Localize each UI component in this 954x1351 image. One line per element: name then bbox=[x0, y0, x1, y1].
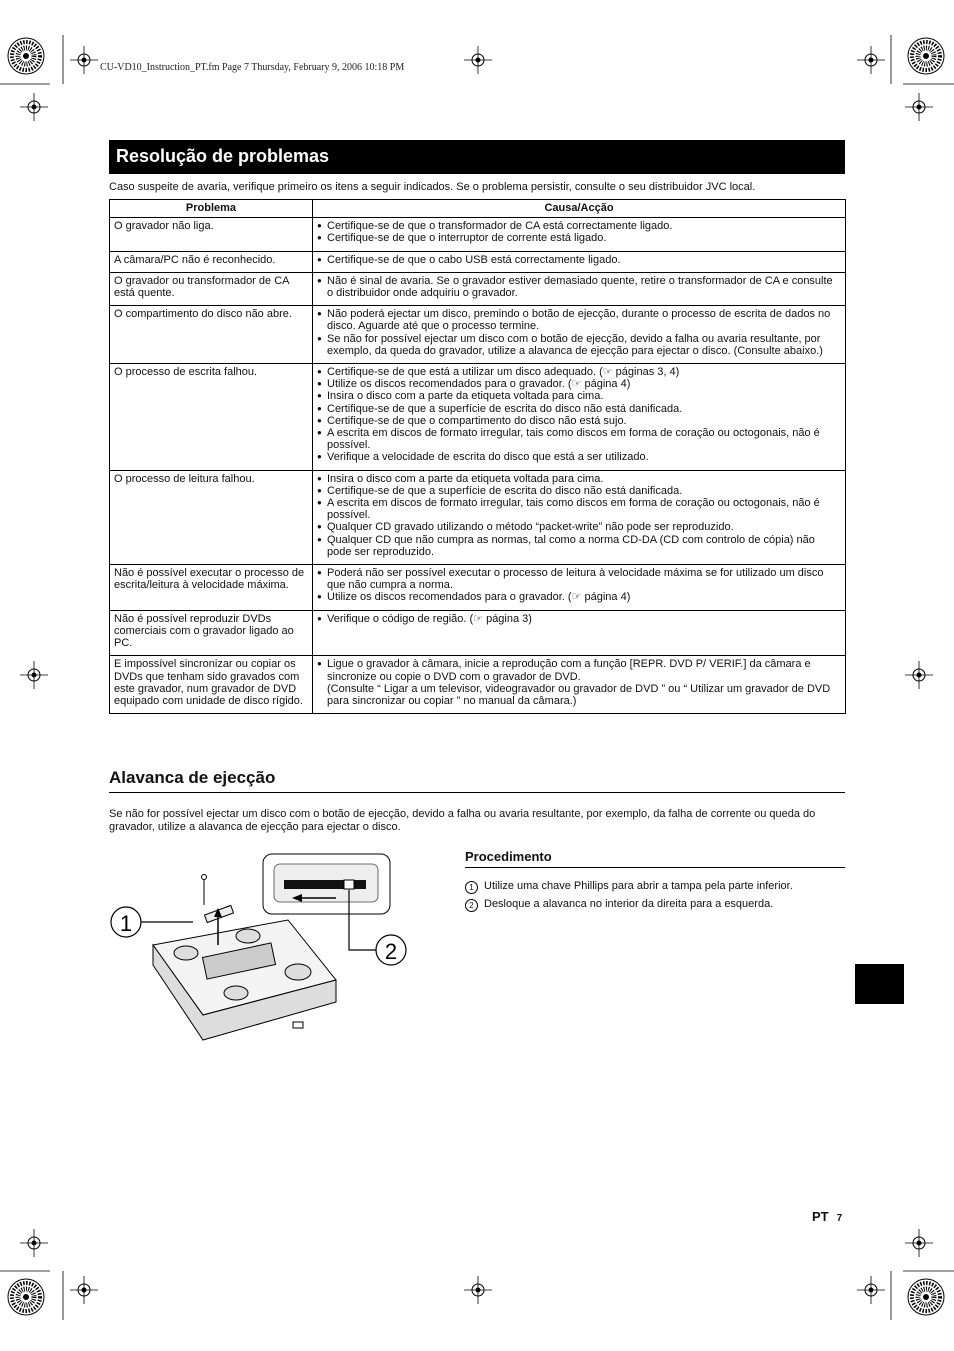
problem-cell: O gravador ou transformador de CA está quente. bbox=[110, 272, 313, 305]
step-number: 2 bbox=[465, 899, 478, 912]
cause-cell bbox=[313, 306, 846, 364]
cause-list bbox=[317, 366, 841, 464]
column-header-cause: Causa/Acção bbox=[313, 200, 846, 218]
column-header-problem: Problema bbox=[110, 200, 313, 218]
table-row bbox=[110, 610, 846, 656]
cause-item: ● Verifique a velocidade de escrita do disco que está a ser utilizado. bbox=[317, 451, 841, 463]
file-header: CU-VD10_Instruction_PT.fm Page 7 Thursday, February 9, 2006 10:18 PM bbox=[100, 62, 405, 73]
page-number bbox=[812, 1209, 842, 1224]
cause-item: ● Certifique-se de que está a utilizar um disco adequado. (☞ páginas 3, 4) bbox=[317, 366, 841, 378]
cause-item: ● Verifique o código de região. (☞ página 3) bbox=[317, 613, 841, 625]
procedure-step-2 bbox=[465, 898, 773, 912]
step-number: 1 bbox=[465, 881, 478, 894]
cause-item: ● A escrita em discos de formato irregular, tais como discos em forma de coração ou octogonais, não é possível. bbox=[317, 427, 841, 451]
section-side-tab bbox=[855, 964, 904, 1004]
cause-cell bbox=[313, 218, 846, 251]
cause-item: ● Não poderá ejectar um disco, premindo o botão de ejecção, durante o processo de escrita de dados no disco. Aguarde até que o processo termine. bbox=[317, 308, 841, 332]
cause-item: ● Se não for possível ejectar um disco com o botão de ejecção, devido a falha ou avaria resultante, por exemplo, da queda do gravador, utilize a alavanca de ejecção para ejectar o disco. (Consulte abaixo.) bbox=[317, 333, 841, 357]
table-row bbox=[110, 272, 846, 305]
problem-cell: Não é possível executar o processo de escrita/leitura à velocidade máxima. bbox=[110, 565, 313, 611]
problem-cell: O processo de leitura falhou. bbox=[110, 470, 313, 564]
problem-cell: O processo de escrita falhou. bbox=[110, 364, 313, 471]
cause-item: ● Certifique-se de que o cabo USB está correctamente ligado. bbox=[317, 254, 841, 266]
cause-item: ● Poderá não ser possível executar o processo de leitura à velocidade máxima se for utilizado um disco que não cumpra a norma. bbox=[317, 567, 841, 591]
cause-list bbox=[317, 658, 841, 707]
procedure-title: Procedimento bbox=[465, 849, 845, 868]
eject-lever-illustration bbox=[108, 850, 408, 1050]
cause-item: ● A escrita em discos de formato irregular, tais como discos em forma de coração ou octogonais, não é possível. bbox=[317, 497, 841, 521]
cause-cell bbox=[313, 470, 846, 564]
problem-cell: A câmara/PC não é reconhecido. bbox=[110, 251, 313, 272]
cause-cell bbox=[313, 610, 846, 656]
problem-cell: O gravador não liga. bbox=[110, 218, 313, 251]
cause-cell bbox=[313, 565, 846, 611]
step-text: Desloque a alavanca no interior da direita para a esquerda. bbox=[484, 898, 774, 910]
cause-cell bbox=[313, 272, 846, 305]
table-row bbox=[110, 470, 846, 564]
cause-item: ● Certifique-se de que a superfície de escrita do disco não está danificada. bbox=[317, 403, 841, 415]
cause-list bbox=[317, 473, 841, 558]
table-row bbox=[110, 364, 846, 471]
cause-item: ● Utilize os discos recomendados para o gravador. (☞ página 4) bbox=[317, 378, 841, 390]
callout-1-label: 1 bbox=[119, 911, 133, 936]
page-number-value: 7 bbox=[836, 1213, 843, 1224]
table-body bbox=[110, 218, 846, 714]
cause-list bbox=[317, 254, 841, 266]
problem-cell: O compartimento do disco não abre. bbox=[110, 306, 313, 364]
procedure-step-1 bbox=[465, 880, 793, 894]
language-code: PT bbox=[812, 1209, 829, 1224]
cause-item: ● Qualquer CD que não cumpra as normas, tal como a norma CD-DA (CD com controlo de cópia) não pode ser reproduzido. bbox=[317, 534, 841, 558]
table-row bbox=[110, 251, 846, 272]
callout-2-label: 2 bbox=[384, 939, 398, 964]
cause-item: ● Utilize os discos recomendados para o gravador. (☞ página 4) bbox=[317, 591, 841, 603]
subsection-title: Alavanca de ejecção bbox=[109, 768, 845, 793]
cause-item: ● Certifique-se de que o interruptor de corrente está ligado. bbox=[317, 232, 841, 244]
cause-list bbox=[317, 613, 841, 625]
table-row bbox=[110, 306, 846, 364]
troubleshooting-table bbox=[109, 199, 846, 714]
cause-item: ● Não é sinal de avaria. Se o gravador estiver demasiado quente, retire o transformador de CA e consulte o distribuidor onde adquiriu o gravador. bbox=[317, 275, 841, 299]
table-row bbox=[110, 565, 846, 611]
subsection-intro: Se não for possível ejectar um disco com o botão de ejecção, devido a falha ou avaria resultante, por exemplo, da falha de corrente ou queda do gravador, utilize a alavanca de ejecção para ejectar o disco. bbox=[109, 808, 816, 833]
cause-item: ● Certifique-se de que o transformador de CA está correctamente ligado. bbox=[317, 220, 841, 232]
cause-item: ● Certifique-se de que a superfície de escrita do disco não está danificada. bbox=[317, 485, 841, 497]
cause-list bbox=[317, 220, 841, 244]
cause-list bbox=[317, 275, 841, 299]
section-title: Resolução de problemas bbox=[109, 140, 845, 174]
cause-item: ● Certifique-se de que o compartimento do disco não está sujo. bbox=[317, 415, 841, 427]
step-text: Utilize uma chave Phillips para abrir a tampa pela parte inferior. bbox=[484, 880, 793, 892]
cause-list bbox=[317, 308, 841, 357]
cause-item: ● Qualquer CD gravado utilizando o método “packet-write” não pode ser reproduzido. bbox=[317, 521, 841, 533]
cause-item: ● Ligue o gravador à câmara, inicie a reprodução com a função [REPR. DVD P/ VERIF.] da câmara e sincronize ou copie o DVD com o gravador de DVD. (Consulte “ Ligar a um televisor, videogravador ou gravador de DVD ” ou “ Utilizar um gravador de DVD para sincronizar ou copiar ” no manual da câmara.) bbox=[317, 658, 841, 707]
section-intro: Caso suspeite de avaria, verifique primeiro os itens a seguir indicados. Se o problema persistir, consulte o seu distribuidor JVC local. bbox=[109, 181, 756, 193]
callout-1 bbox=[111, 907, 193, 937]
cause-item: ● Insira o disco com a parte da etiqueta voltada para cima. bbox=[317, 473, 841, 485]
cause-cell bbox=[313, 364, 846, 471]
inset-detail bbox=[263, 854, 390, 914]
cause-list bbox=[317, 567, 841, 604]
table-row bbox=[110, 656, 846, 714]
cause-item: ● Insira o disco com a parte da etiqueta voltada para cima. bbox=[317, 390, 841, 402]
cause-cell bbox=[313, 251, 846, 272]
problem-cell: E impossível sincronizar ou copiar os DVDs que tenham sido gravados com este gravador, num gravador de DVD equipado com unidade de disco rígido. bbox=[110, 656, 313, 714]
table-row bbox=[110, 218, 846, 251]
problem-cell: Não é possível reproduzir DVDs comerciais com o gravador ligado ao PC. bbox=[110, 610, 313, 656]
cause-cell bbox=[313, 656, 846, 714]
table-header-row bbox=[110, 200, 846, 218]
